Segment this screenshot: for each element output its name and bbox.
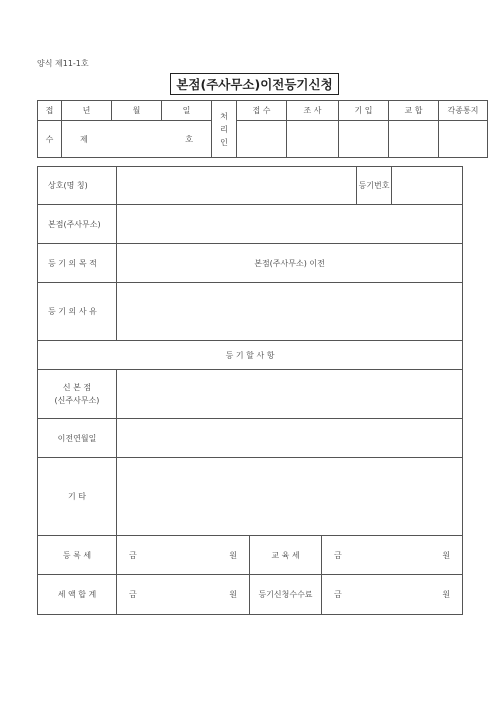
fee-won: 원 <box>442 590 451 599</box>
move-date-label: 이전연월일 <box>38 419 117 458</box>
new-office-label-2: (신주사무소) <box>54 396 100 405</box>
month-label: 월 <box>112 101 162 121</box>
edu-tax-label: 교 육 세 <box>250 536 322 575</box>
purpose-value: 본점(주사무소) 이전 <box>117 244 463 283</box>
col-receipt: 접 수 <box>237 101 287 121</box>
reg-tax-label: 등 록 세 <box>38 536 117 575</box>
move-date-input[interactable] <box>117 419 463 458</box>
new-office-label <box>38 370 117 419</box>
stamp-check[interactable] <box>389 121 439 158</box>
page-title: 본점(주사무소)이전등기신청 <box>170 73 339 95</box>
stamp-review[interactable] <box>287 121 339 158</box>
year-label: 년 <box>62 101 112 121</box>
other-label: 기 타 <box>38 458 117 536</box>
handler-label <box>212 101 237 158</box>
edu-tax-won: 원 <box>442 550 451 560</box>
fee-currency: 금 <box>334 590 342 599</box>
fee-amount[interactable] <box>322 575 463 615</box>
purpose-label: 등 기 의 목 적 <box>38 244 117 283</box>
reg-tax-amount[interactable] <box>117 536 250 575</box>
number-prefix: 제 <box>80 134 88 144</box>
company-name-input[interactable] <box>117 167 357 205</box>
tax-total-amount[interactable] <box>117 575 250 615</box>
receipt-label-2: 수 <box>38 121 62 158</box>
new-office-label-1: 신 본 점 <box>62 383 92 392</box>
head-office-input[interactable] <box>117 205 463 244</box>
new-office-input[interactable] <box>117 370 463 419</box>
col-review: 조 사 <box>287 101 339 121</box>
reg-tax-won: 원 <box>229 550 237 560</box>
col-entry: 기 입 <box>339 101 389 121</box>
day-label: 일 <box>162 101 212 121</box>
handler-char-2: 리 <box>220 124 228 134</box>
reg-tax-currency: 금 <box>129 550 137 560</box>
tax-total-currency: 금 <box>129 590 137 599</box>
handler-char-1: 처 <box>220 111 228 121</box>
registry-box <box>37 100 488 158</box>
reason-input[interactable] <box>117 283 463 341</box>
company-name-label: 상호(명 칭) <box>38 167 117 205</box>
edu-tax-currency: 금 <box>334 550 342 560</box>
stamp-receipt[interactable] <box>237 121 287 158</box>
form-number: 양식 제11-1호 <box>37 59 89 68</box>
tax-total-won: 원 <box>229 590 237 599</box>
application-table <box>37 166 463 615</box>
reason-label: 등 기 의 사 유 <box>38 283 117 341</box>
reg-number-input[interactable] <box>392 167 463 205</box>
stamp-entry[interactable] <box>339 121 389 158</box>
col-check: 교 합 <box>389 101 439 121</box>
stamp-notice[interactable] <box>439 121 488 158</box>
head-office-label: 본점(주사무소) <box>38 205 117 244</box>
handler-char-3: 인 <box>220 137 228 147</box>
reg-number-label: 등기번호 <box>357 167 392 205</box>
matters-header: 등 기 할 사 항 <box>38 341 463 370</box>
other-input[interactable] <box>117 458 463 536</box>
number-suffix: 호 <box>185 134 193 144</box>
edu-tax-amount[interactable] <box>322 536 463 575</box>
receipt-number-cell[interactable] <box>62 121 212 158</box>
receipt-label-1: 접 <box>38 101 62 121</box>
tax-total-label: 세 액 합 계 <box>38 575 117 615</box>
fee-label: 등기신청수수료 <box>250 575 322 615</box>
col-notice: 각종통지 <box>439 101 488 121</box>
